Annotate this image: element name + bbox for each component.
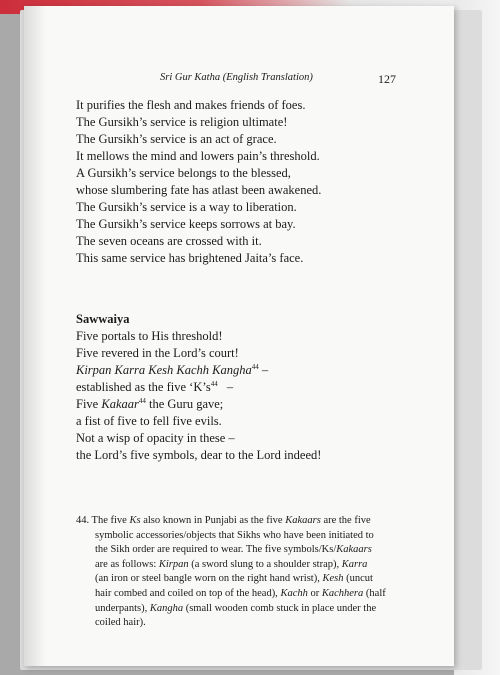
footnote-44 [76, 514, 418, 631]
verse-line: Five revered in the Lord’s court! [76, 346, 239, 360]
verse-text: Five [76, 397, 102, 411]
footnote-line [76, 514, 418, 529]
verse-line: the Lord’s five symbols, dear to the Lord indeed! [76, 448, 322, 462]
footnote-text: (small wooden comb stuck in place under the [183, 602, 377, 614]
footnote-italic: Kachh [280, 587, 308, 599]
footnote-line [76, 602, 418, 617]
footnote-line [76, 558, 418, 573]
verse-text: – [258, 363, 269, 377]
verse-line: Five portals to His threshold! [76, 329, 223, 343]
running-header: Sri Gur Katha (English Translation) [160, 72, 313, 83]
verse-line [76, 397, 223, 412]
footnote-italic: Karra [341, 558, 368, 570]
footnote-text: (a sword slung to a shoulder strap), [188, 558, 342, 570]
footnote-italic: Kesh [322, 573, 344, 585]
verse-text: established as the five ‘K’s [76, 380, 211, 394]
verse-line [76, 380, 233, 395]
verse-line: This same service has brightened Jaita’s face. [76, 251, 304, 265]
footnote-italic: Kakaars [285, 515, 321, 526]
spine-shadow [24, 6, 46, 666]
footnote-text: the Sikh order are required to wear. The five symbols/Ks/ [95, 544, 337, 556]
verse-italic-text: Kakaar [101, 397, 139, 411]
verse-line [76, 363, 268, 378]
footnote-italic: Kakaars [336, 544, 372, 556]
verse-line: It purifies the flesh and makes friends of foes. [76, 98, 306, 112]
footnote-line [76, 572, 418, 587]
verse-line: It mellows the mind and lowers pain’s threshold. [76, 149, 320, 163]
footnote-text: also known in Punjabi as the five [140, 515, 286, 526]
verse-line: The Gursikh’s service keeps sorrows at bay. [76, 217, 296, 231]
verse-line: The seven oceans are crossed with it. [76, 234, 262, 248]
verse-italic-text: Kirpan Karra Kesh Kachh Kangha [76, 363, 252, 377]
footnote-ref: 44 [210, 379, 218, 388]
footnote-text: or [307, 587, 322, 599]
footnote-text: hair combed and coiled on top of the head), [95, 587, 281, 599]
footnote-ref: 44 [138, 396, 146, 405]
verse-line: Not a wisp of opacity in these – [76, 431, 235, 445]
page-number: 127 [378, 72, 396, 86]
section-heading: Sawwaiya [76, 312, 130, 326]
verse-line: A Gursikh’s service belongs to the blessed, [76, 166, 291, 180]
verse-line: The Gursikh’s service is religion ultimate! [76, 115, 288, 129]
footnote-italic: Kachhera [321, 587, 364, 599]
footnote-italic: Kirpan [158, 558, 189, 570]
footnote-text: underpants), [95, 602, 150, 614]
book-page [24, 6, 454, 666]
footnote-line: coiled hair). [95, 617, 146, 629]
verse-line: The Gursikh’s service is an act of grace. [76, 132, 277, 146]
footnote-text: 44. The five [76, 515, 130, 526]
footnote-line [76, 587, 418, 602]
verse-line: whose slumbering fate has atlast been awakened. [76, 183, 322, 197]
verse-line: The Gursikh’s service is a way to liberation. [76, 200, 297, 214]
footnote-line [76, 543, 418, 558]
verse-line: a fist of five to fell five evils. [76, 414, 222, 428]
verse-text: the Guru gave; [145, 397, 224, 411]
footnote-text: are as follows: [95, 558, 159, 570]
footnote-text: are the five [320, 515, 371, 526]
footnote-text: (half [363, 587, 386, 599]
footnote-ref: 44 [251, 362, 259, 371]
footnote-line: symbolic accessories/objects that Sikhs who have been initiated to [95, 529, 374, 541]
verse-text: – [223, 380, 234, 394]
footnote-italic: Kangha [149, 602, 184, 614]
footnote-italic: Ks [129, 515, 141, 526]
footnote-text: (uncut [343, 573, 373, 585]
footnote-text: (an iron or steel bangle worn on the right hand wrist), [95, 573, 323, 585]
